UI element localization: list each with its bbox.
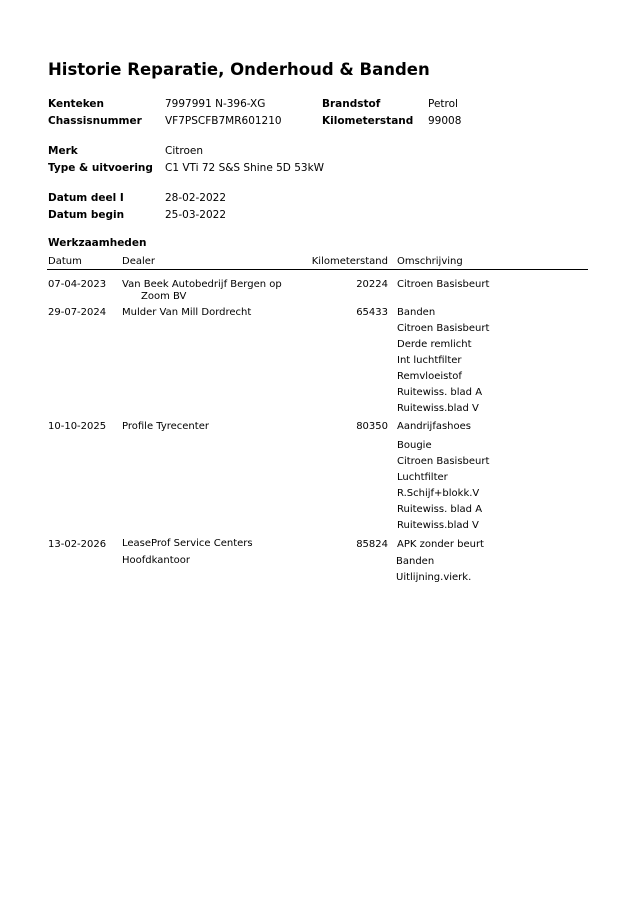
record-3-item-4: Luchtfilter bbox=[397, 472, 448, 483]
record-4-dealer-line1: LeaseProf Service Centers bbox=[122, 538, 253, 549]
record-4-item-1: APK zonder beurt bbox=[397, 539, 484, 550]
record-3-item-6: Ruitewiss. blad A bbox=[397, 504, 483, 515]
record-2-item-7: Ruitewiss.blad V bbox=[397, 403, 479, 414]
record-4-item-3: Uitlijning.vierk. bbox=[396, 572, 472, 583]
page-title: Historie Reparatie, Onderhoud & Banden bbox=[48, 60, 430, 79]
record-2-item-4: Int luchtfilter bbox=[397, 355, 462, 366]
record-4-dealer-line2: Hoofdkantoor bbox=[122, 555, 190, 566]
type-label: Type & uitvoering bbox=[48, 162, 153, 174]
record-3-item-2: Bougie bbox=[397, 440, 432, 451]
header-divider bbox=[47, 269, 588, 270]
kilometerstand-value: 99008 bbox=[428, 115, 462, 127]
merk-label: Merk bbox=[48, 145, 78, 157]
record-2-item-1: Banden bbox=[397, 307, 436, 318]
kilometerstand-label: Kilometerstand bbox=[322, 115, 414, 127]
record-3-item-7: Ruitewiss.blad V bbox=[397, 520, 479, 531]
record-3-dealer-line1: Profile Tyrecenter bbox=[122, 421, 209, 432]
record-2-item-2: Citroen Basisbeurt bbox=[397, 323, 490, 334]
record-2-km: 65433 bbox=[356, 307, 388, 318]
kenteken-label: Kenteken bbox=[48, 98, 104, 110]
record-3-item-1: Aandrijfashoes bbox=[397, 421, 471, 432]
record-3-item-3: Citroen Basisbeurt bbox=[397, 456, 490, 467]
record-1-item-1: Citroen Basisbeurt bbox=[397, 279, 490, 290]
record-2-dealer-line1: Mulder Van Mill Dordrecht bbox=[122, 307, 252, 318]
record-1-dealer-line1: Van Beek Autobedrijf Bergen op bbox=[122, 279, 282, 290]
brandstof-label: Brandstof bbox=[322, 98, 381, 110]
record-4-datum: 13-02-2026 bbox=[48, 539, 107, 550]
record-4-item-2: Banden bbox=[396, 556, 435, 567]
chassis-label: Chassisnummer bbox=[48, 115, 142, 127]
datum-deel-value: 28-02-2022 bbox=[165, 192, 227, 204]
datum-begin-value: 25-03-2022 bbox=[165, 209, 227, 221]
record-3-item-5: R.Schijf+blokk.V bbox=[397, 488, 480, 499]
record-3-datum: 10-10-2025 bbox=[48, 421, 107, 432]
type-value: C1 VTi 72 S&S Shine 5D 53kW bbox=[165, 162, 325, 174]
merk-value: Citroen bbox=[165, 145, 203, 157]
datum-begin-label: Datum begin bbox=[48, 209, 125, 221]
chassis-value: VF7PSCFB7MR601210 bbox=[165, 115, 282, 127]
brandstof-value: Petrol bbox=[428, 98, 458, 110]
record-2-item-6: Ruitewiss. blad A bbox=[397, 387, 483, 398]
column-header-kilometerstand: Kilometerstand bbox=[311, 256, 388, 267]
record-3-km: 80350 bbox=[356, 421, 388, 432]
column-header-datum: Datum bbox=[48, 256, 82, 267]
record-1-datum: 07-04-2023 bbox=[48, 279, 107, 290]
record-1-dealer-line2: Zoom BV bbox=[141, 291, 187, 302]
record-1-km: 20224 bbox=[356, 279, 388, 290]
column-header-omschrijving: Omschrijving bbox=[397, 256, 463, 267]
record-2-item-3: Derde remlicht bbox=[397, 339, 472, 350]
record-4-km: 85824 bbox=[356, 539, 388, 550]
record-2-datum: 29-07-2024 bbox=[48, 307, 107, 318]
datum-deel-label: Datum deel I bbox=[48, 192, 124, 204]
record-2-item-5: Remvloeistof bbox=[397, 371, 462, 382]
column-header-dealer: Dealer bbox=[122, 256, 156, 267]
werkzaamheden-heading: Werkzaamheden bbox=[48, 237, 147, 249]
kenteken-value: 7997991 N-396-XG bbox=[165, 98, 266, 110]
